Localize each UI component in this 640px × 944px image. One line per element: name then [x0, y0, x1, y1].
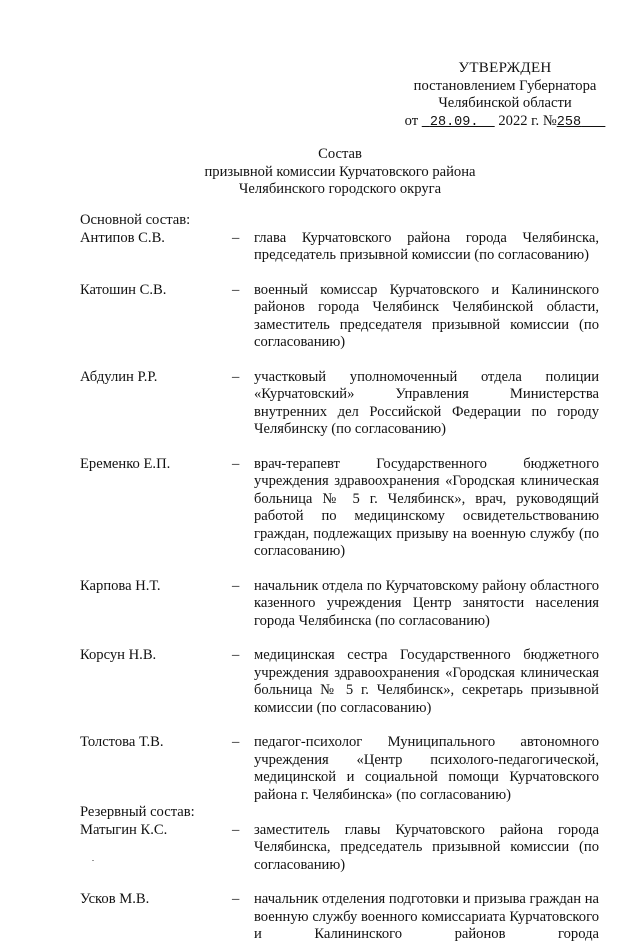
member-row	[80, 369, 600, 439]
member-role: участковый уполномоченный отдела полиции «Курчатовский» Управления Министерства внутренних дел Российской Федерации по городу Челябинску (по согласованию)	[254, 368, 599, 437]
scan-speck	[92, 860, 94, 861]
member-row	[80, 822, 600, 875]
member-name: Матыгин К.С.	[80, 821, 168, 838]
member-dash: –	[232, 281, 240, 298]
member-name: Антипов С.В.	[80, 229, 165, 246]
member-dash: –	[232, 891, 240, 907]
commission-list	[80, 212, 600, 944]
member-dash: –	[232, 455, 240, 472]
member-role: медицинская сестра Государственного бюджетного учреждения здравоохранения «Городская клиническая больница № 5 г. Челябинск», секретарь призывной комиссии (по согласованию)	[254, 647, 599, 716]
member-role: начальник отдела по Курчатовскому району областного казенного учреждения Центр занятости населения города Челябинска (по согласованию)	[254, 577, 599, 629]
member-role: военный комиссар Курчатовского и Калининского районов города Челябинск Челябинской области, заместитель председателя призывной комиссии (по согласованию)	[254, 281, 599, 350]
title-line-1: Состав	[318, 146, 362, 162]
member-dash: –	[232, 577, 240, 594]
member-name: Толстова Т.В.	[80, 734, 164, 750]
member-row	[80, 647, 600, 717]
member-row	[80, 456, 600, 561]
member-role: заместитель главы Курчатовского района города Челябинска, председатель призывной комиссии (по согласованию)	[254, 821, 599, 873]
approval-line-2: Челябинской области	[438, 95, 572, 111]
approval-number: 258	[556, 114, 582, 130]
member-dash: –	[232, 647, 240, 663]
approval-line-1: постановлением Губернатора	[413, 77, 597, 94]
member-name: Абдулин Р.Р.	[80, 368, 158, 385]
approval-date-line	[400, 113, 610, 132]
member-row	[80, 734, 600, 804]
member-name: Катошин С.В.	[80, 281, 167, 298]
member-name: Корсун Н.В.	[80, 647, 157, 663]
member-dash: –	[232, 734, 240, 750]
title-line-2: призывной комиссии Курчатовского района	[204, 163, 476, 180]
title-line-3: Челябинского городского округа	[238, 181, 442, 197]
member-name: Карпова Н.Т.	[80, 577, 161, 594]
approval-heading: УТВЕРЖДЕН	[458, 60, 552, 76]
member-row	[80, 230, 600, 265]
member-dash: –	[232, 821, 240, 838]
member-name: Еременко Е.П.	[80, 455, 171, 472]
member-name: Усков М.В.	[80, 891, 150, 907]
reserve-section-label: Резервный состав:	[80, 804, 195, 820]
approval-date-value: 28.09.	[429, 114, 479, 130]
approval-year-text: 2022 г. №	[498, 112, 557, 129]
member-role: начальник отделения подготовки и призыва граждан на военную службу военного комиссариата Курчатовского и Калининского районов города	[254, 891, 599, 942]
member-role: врач-терапевт Государственного бюджетного учреждения здравоохранения «Городская клиническая больница № 5 г. Челябинск», врач, руководящий работой по медицинскому освидетельствованию граждан, подлежащих призыву на военную службу (по согласованию)	[254, 455, 599, 559]
document-title	[140, 146, 540, 199]
member-dash: –	[232, 229, 240, 246]
member-row	[80, 891, 600, 944]
approval-block	[400, 60, 610, 131]
member-row	[80, 282, 600, 352]
main-section-label: Основной состав:	[80, 212, 191, 228]
member-role: глава Курчатовского района города Челябинска, председатель призывной комиссии (по согласованию)	[254, 229, 599, 263]
member-role: педагог-психолог Муниципального автономного учреждения «Центр психолого-педагогической, медицинской и социальной помощи Курчатовского района г. Челябинска» (по согласованию)	[254, 734, 599, 803]
member-dash: –	[232, 368, 240, 385]
member-row	[80, 578, 600, 631]
approval-date-prefix: от	[404, 112, 419, 129]
